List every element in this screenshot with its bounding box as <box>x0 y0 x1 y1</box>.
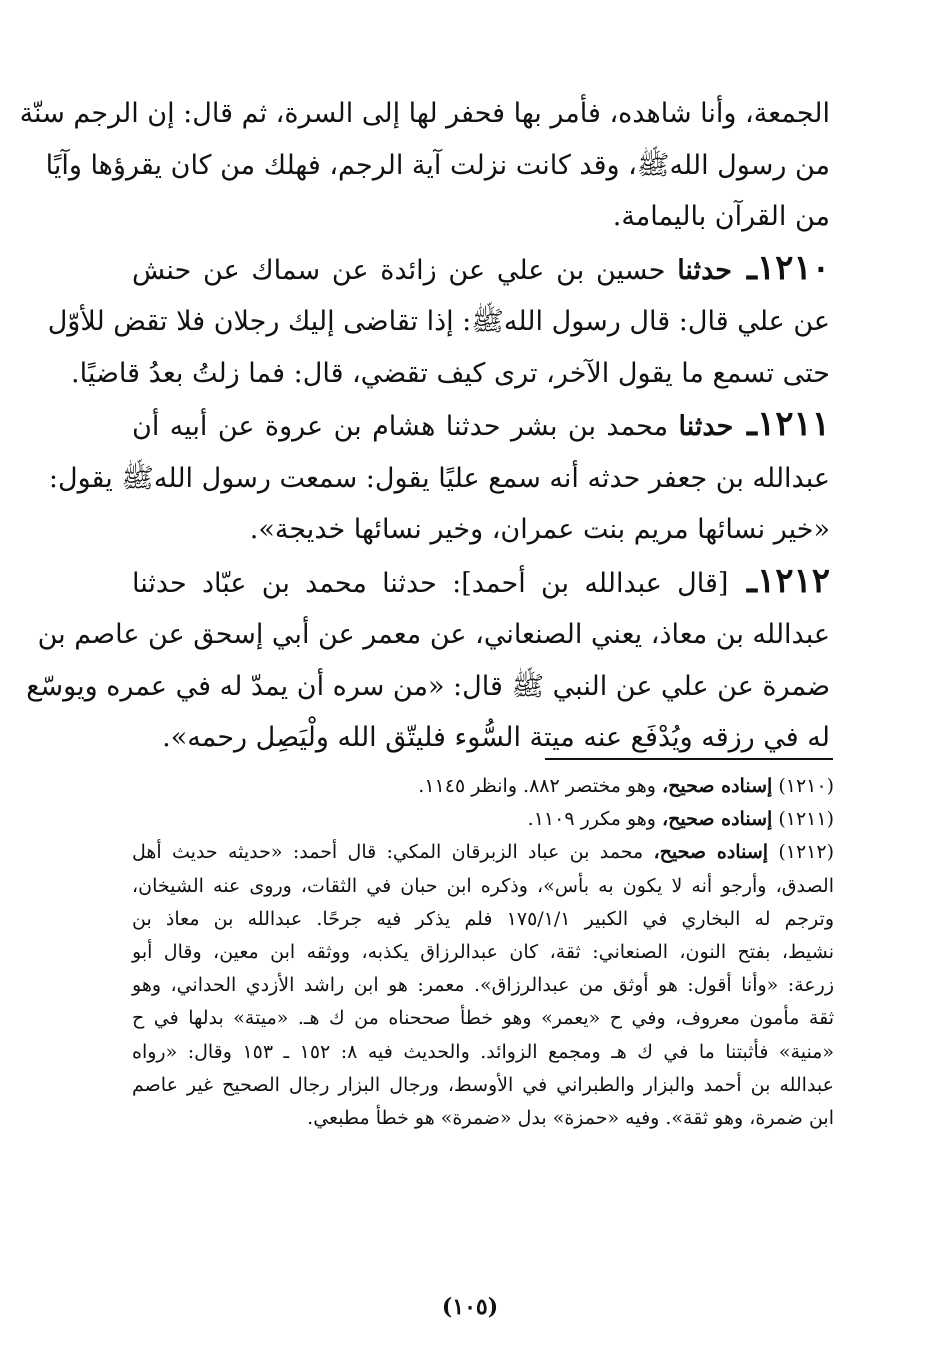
hadith-first-line: ١٢١٠ـ حدثنا حسين بن علي عن زائدة عن سماك عن حنش <box>132 247 830 288</box>
footnote-line <box>132 836 834 869</box>
text-line: عبدالله بن معاذ، يعني الصنعاني، عن معمر عن أبي إسحق عن عاصم بن <box>37 619 830 650</box>
footnote-line: وترجم له البخاري في الكبير ١٧٥/١/١ فلم يذكر فيه جرحًا. عبدالله بن معاذ بن <box>132 907 834 930</box>
text-line: من رسول اللهﷺ، وقد كانت نزلت آية الرجم، فهلك من كان يقرؤها وآيًا <box>45 149 830 181</box>
footnote-line: نشيط، بفتح النون، الصنعاني: ثقة، كان عبدالرزاق يكذبه، ووثقه ابن معين، وقال أبو <box>132 941 834 964</box>
footnote-verdict: إسناده صحيح، <box>653 841 769 864</box>
footnote-1211 <box>132 803 834 836</box>
text-line: ضمرة عن علي عن النبي ﷺ قال: «من سره أن يمدّ له في عمره ويوسّع <box>26 670 830 702</box>
text-line: عن علي قال: قال رسول اللهﷺ: إذا تقاضى إليك رجلان فلا تقض للأوّل <box>47 306 830 337</box>
text-line: الجمعة، وأنا شاهده، فأمر بها فحفر لها إلى السرة، ثم قال: إن الرجم سنّة <box>19 98 830 129</box>
footnote-line: ثقة مأمون معروف، وفي ح «يعمر» وهو خطأ صححناه من ك هـ. «ميتة» بدلها في ح <box>132 1007 834 1030</box>
text-line: له في رزقه ويُدْفَع عنه ميتة السُّوء فليتّق الله ولْيَصِل رحمه». <box>162 722 830 753</box>
hadith-number: ١٢١١ <box>756 404 830 444</box>
hadith-text: محمد بن بشر حدثنا هشام بن عروة عن أبيه أن <box>132 411 669 442</box>
hadith-opening: حدثنا <box>678 411 734 442</box>
footnote-ref: (١٢١٠) <box>778 775 834 797</box>
text-line: من القرآن باليمامة. <box>612 201 830 232</box>
text-line: «خير نسائها مريم بنت عمران، وخير نسائها خديجة». <box>249 514 830 545</box>
hadith-text: [قال عبدالله بن أحمد]: حدثنا محمد بن عبّاد حدثنا <box>132 567 729 599</box>
hadith-1211 <box>48 399 830 556</box>
hadith-first-line: ١٢١٢ـ [قال عبدالله بن أحمد]: حدثنا محمد بن عبّاد حدثنا <box>132 560 830 601</box>
hadith-1212 <box>26 556 830 764</box>
text-line: حتى تسمع ما يقول الآخر، ترى كيف تقضي، قال: فما زلتُ بعدُ قاضيًا. <box>71 357 830 389</box>
footnote-text: محمد بن عباد الزبرقان المكي: قال أحمد: «حديثه حديث أهل <box>132 841 644 864</box>
footnote-line: زرعة: «وأنا أقول: هو أوثق من عبدالرزاق». معمر: هو ابن راشد الأزدي الحداني، وهو <box>132 974 834 997</box>
footnote-text: وهو مختصر ٨٨٢. وانظر ١١٤٥. <box>418 775 656 797</box>
footnote-divider <box>545 758 833 760</box>
footnote-1210 <box>132 770 834 803</box>
footnote-line: الصدق، وأرجو أنه لا يكون به بأس»، وذكره ابن حبان في الثقات، وروى عنه الشيخان، <box>132 874 834 897</box>
footnote-line: عبدالله بن أحمد والبزار والطبراني في الأوسط، ورجال البزار رجال الصحيح غير عاصم <box>132 1073 834 1096</box>
hadith-1210 <box>47 243 830 400</box>
footnote-line: ابن ضمرة، وهو ثقة». وفيه «حمزة» بدل «ضمرة» هو خطأ مطبعي. <box>307 1107 834 1130</box>
hadith-text: حسين بن علي عن زائدة عن سماك عن حنش <box>132 254 666 286</box>
footnote-ref: (١٢١١) <box>778 808 834 831</box>
hadith-first-line: ١٢١١ـ حدثنا محمد بن بشر حدثنا هشام بن عروة عن أبيه أن <box>132 404 830 444</box>
footnote-verdict: إسناده صحيح، <box>662 808 773 831</box>
hadith-number: ١٢١٠ <box>756 247 830 288</box>
footnote-text: وهو مكرر ١١٠٩. <box>527 808 656 831</box>
hadith-number: ١٢١٢ <box>756 560 830 601</box>
main-text <box>19 88 830 764</box>
page-number: (١٠٥) <box>441 1294 499 1320</box>
footnote-ref: (١٢١٢) <box>778 841 835 864</box>
hadith-opening: حدثنا <box>677 254 732 286</box>
footnote-1212 <box>132 836 834 1135</box>
footnote-line: «منية» فأثبتنا ما في ك هـ ومجمع الزوائد. والحديث فيه ٨: ١٥٢ ـ ١٥٣ وقال: «رواه <box>132 1040 834 1063</box>
footnotes <box>132 770 834 1135</box>
footnote-verdict: إسناده صحيح، <box>662 775 773 797</box>
text-line: عبدالله بن جعفر حدثه أنه سمع عليًا يقول: سمعت رسول اللهﷺ يقول: <box>48 462 830 494</box>
